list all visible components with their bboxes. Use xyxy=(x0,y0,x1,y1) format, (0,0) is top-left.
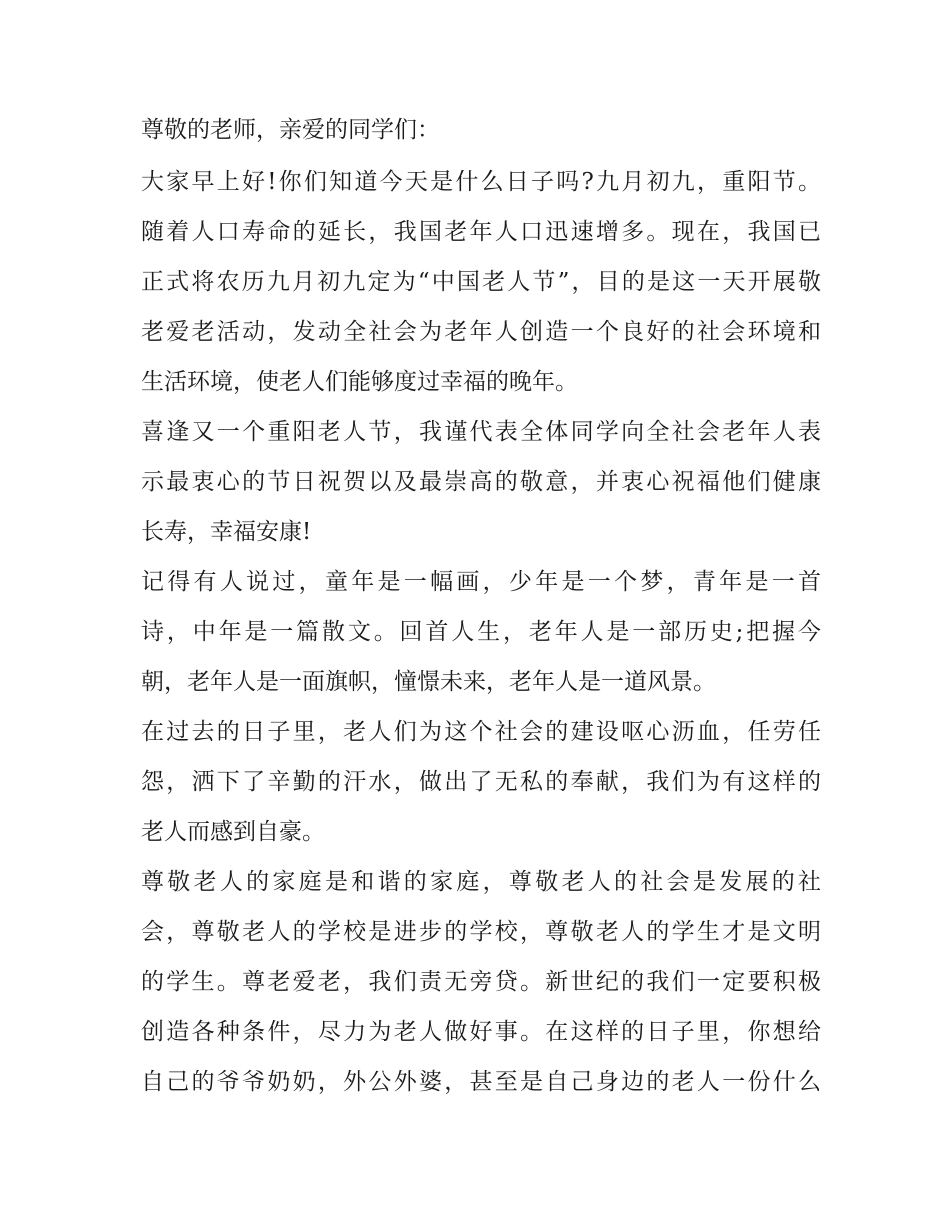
text-line: 尊敬老人的家庭是和谐的家庭，尊敬老人的社会是发展的社 xyxy=(141,869,821,895)
text-line: 大家早上好!你们知道今天是什么日子吗?九月初九，重阳节。 xyxy=(141,169,821,195)
text-line: 怨，洒下了辛勤的汗水，做出了无私的奉献，我们为有这样的 xyxy=(141,769,821,795)
text-line: 老爱老活动，发动全社会为老年人创造一个良好的社会环境和 xyxy=(141,319,821,345)
text-line: 老人而感到自豪。 xyxy=(141,819,325,845)
text-line: 会，尊敬老人的学校是进步的学校，尊敬老人的学生才是文明 xyxy=(141,919,821,945)
text-line: 创造各种条件，尽力为老人做好事。在这样的日子里，你想给 xyxy=(141,1019,821,1045)
text-line: 朝，老年人是一面旗帜，憧憬未来，老年人是一道风景。 xyxy=(141,669,716,695)
text-line: 长寿，幸福安康! xyxy=(141,519,312,545)
text-line: 生活环境，使老人们能够度过幸福的晚年。 xyxy=(141,369,578,395)
text-line: 喜逢又一个重阳老人节，我谨代表全体同学向全社会老年人表 xyxy=(141,419,821,445)
text-line: 诗，中年是一篇散文。回首人生，老年人是一部历史;把握今 xyxy=(141,619,821,645)
text-line: 自己的爷爷奶奶，外公外婆，甚至是自己身边的老人一份什么 xyxy=(141,1069,821,1095)
text-line: 示最衷心的节日祝贺以及最崇高的敬意，并衷心祝福他们健康 xyxy=(141,469,821,495)
text-line: 随着人口寿命的延长，我国老年人口迅速增多。现在，我国已 xyxy=(141,219,821,245)
salutation-line: 尊敬的老师，亲爱的同学们： xyxy=(141,117,440,143)
text-line: 的学生。尊老爱老，我们责无旁贷。新世纪的我们一定要积极 xyxy=(141,969,821,995)
text-line: 在过去的日子里，老人们为这个社会的建设呕心沥血，任劳任 xyxy=(141,719,821,745)
text-line: 记得有人说过，童年是一幅画，少年是一个梦，青年是一首 xyxy=(141,569,821,595)
text-line: 正式将农历九月初九定为“中国老人节”，目的是这一天开展敬 xyxy=(141,269,821,295)
